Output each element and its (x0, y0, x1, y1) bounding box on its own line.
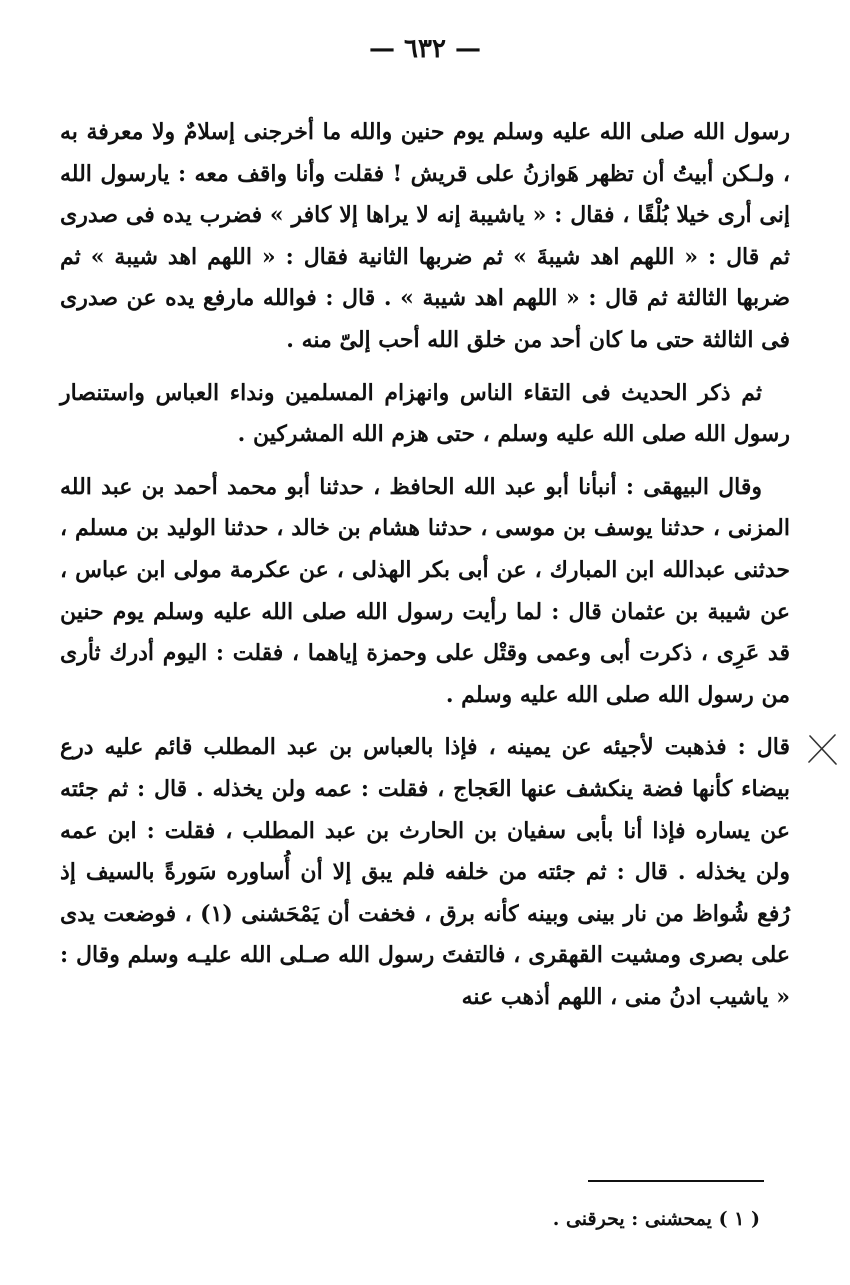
paragraph: رسول الله صلى الله عليه وسلم يوم حنين والله ما أخرجنى إسلامٌ ولا معرفة به ، ولـكن أبيتُ أن تظهر هَوازنُ على قريش ! فقلت وأنا واقف معه : يارسول الله إنى أرى خيلا بُلْقًا ، فقال : « ياشيبة إنه لا يراها إلا كافر » فضرب يده فى صدرى ثم قال : « اللهم اهد شيبةَ » ثم ضربها الثانية فقال : « اللهم اهد شيبة » ثم ضربها الثالثة ثم قال : « اللهم اهد شيبة » . قال : فوالله مارفع يده عن صدرى فى الثالثة حتى ما كان أحد من خلق الله أحب إلىّ منه . (60, 119, 790, 353)
body-text (60, 112, 790, 1018)
footnote: ( ١ ) يمحشنى : يحرقنى . (552, 1208, 760, 1230)
paragraph: وقال البيهقى : أنبأنا أبو عبد الله الحافظ ، حدثنا أبو محمد أحمد بن عبد الله المزنى ، حدثنا يوسف بن موسى ، حدثنا هشام بن خالد ، حدثنا الوليد بن مسلم ، حدثنى عبدالله ابن المبارك ، عن أبى بكر الهذلى ، عن عكرمة مولى ابن عباس ، عن شيبة بن عثمان قال : لما رأيت رسول الله صلى الله عليه وسلم يوم حنين قد عَرِى ، ذكرت أبى وعمى وقتْل على وحمزة إياهما ، فقلت : اليوم أدرك ثأرى من رسول الله صلى الله عليه وسلم . (60, 473, 790, 708)
margin-cross-mark (806, 732, 840, 766)
paragraph: قال : فذهبت لأجيئه عن يمينه ، فإذا بالعباس بن عبد المطلب قائم عليه درع بيضاء كأنها فضة ينكشف عنها العَجاج ، فقلت : عمه ولن يخذله . قال : ثم جئته عن يساره فإذا أنا بأبى سفيان بن الحارث بن عبد المطلب ، فقلت : ابن عمه ولن يخذله . قال : ثم جئته من خلفه فلم يبق إلا أن أُساوره سَورةً بالسيف إذ رُفع شُواظ من نار بينى وبينه كأنه برق ، فخفت أن يَمْحَشنى (١) ، فوضعت يدى على بصرى ومشيت القهقرى ، فالتفتَ رسول الله صـلى الله عليـه وسلم وقال : « ياشيب ادنُ منى ، اللهم أذهب عنه (60, 734, 790, 1010)
page-number: — ٦٣٢ — (368, 34, 482, 64)
footnote-divider (588, 1180, 764, 1182)
paragraph: ثم ذكر الحديث فى التقاء الناس وانهزام المسلمين ونداء العباس واستنصار رسول الله صلى الله عليه وسلم ، حتى هزم الله المشركين . (60, 379, 790, 448)
